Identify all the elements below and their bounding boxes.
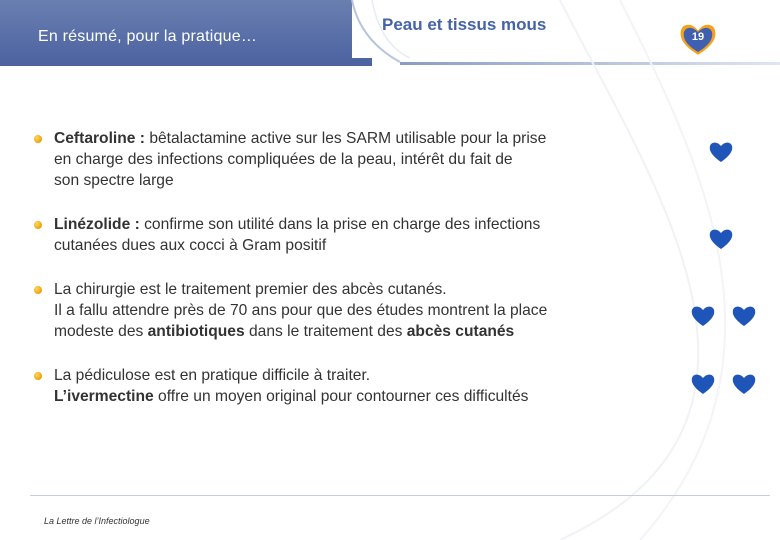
topic-title: Peau et tissus mous [382, 15, 547, 34]
bullet-item [34, 365, 654, 407]
text-segment: confirme son utilité dans la prise en charge des infections [144, 216, 541, 233]
text-segment: dans le traitement des [244, 323, 407, 340]
text-segment: cutanées dues aux cocci à Gram positif [54, 237, 327, 254]
bullet-dot-icon [34, 135, 42, 143]
bullet-list [34, 128, 654, 430]
text-segment: La chirurgie est le traitement premier des abcès cutanés. [54, 281, 447, 298]
bold-term: Linézolide : [54, 216, 145, 233]
heart-icon [708, 227, 734, 251]
bullet-item [34, 214, 654, 256]
text-segment: modeste des [54, 323, 148, 340]
heart-icon [731, 304, 757, 328]
bullet-item [34, 279, 654, 342]
heart-icon [690, 372, 716, 396]
text-segment: en charge des infections compliquées de la peau, intérêt du fait de [54, 151, 513, 168]
page-number: 19 [691, 31, 705, 43]
text-segment: offre un moyen original pour contourner ces difficultés [153, 388, 529, 405]
heart-icon [708, 140, 734, 164]
text-segment: bêtalactamine active sur les SARM utilisable pour la prise [149, 130, 547, 147]
text-segment: La pédiculose est en pratique difficile à traiter. [54, 367, 371, 384]
bold-term: Ceftaroline : [54, 130, 150, 147]
section-title: En résumé, pour la pratique… [38, 28, 258, 45]
bullet-line [54, 279, 654, 300]
bullet-line [54, 128, 654, 149]
bullet-line [54, 386, 654, 407]
text-segment: Il a fallu attendre près de 70 ans pour que des études montrent la place [54, 302, 548, 319]
bullet-dot-icon [34, 221, 42, 229]
bullet-line [54, 300, 654, 321]
bold-term: abcès cutanés [406, 323, 515, 340]
bullet-dot-icon [34, 286, 42, 294]
bullet-line [54, 365, 654, 386]
bold-term: L’ivermectine [54, 388, 154, 405]
bullet-item [34, 128, 654, 191]
heart-icon [731, 372, 757, 396]
bullet-line [54, 170, 654, 191]
footer-text: La Lettre de l’Infectiologue [44, 516, 150, 526]
footer-divider [30, 495, 770, 496]
bullet-line [54, 321, 654, 342]
bullet-line [54, 235, 654, 256]
header-divider [400, 62, 780, 65]
bold-term: antibiotiques [147, 323, 245, 340]
bullet-line [54, 214, 654, 235]
text-segment: son spectre large [54, 172, 174, 189]
bullet-dot-icon [34, 372, 42, 380]
heart-icon [690, 304, 716, 328]
bullet-line [54, 149, 654, 170]
